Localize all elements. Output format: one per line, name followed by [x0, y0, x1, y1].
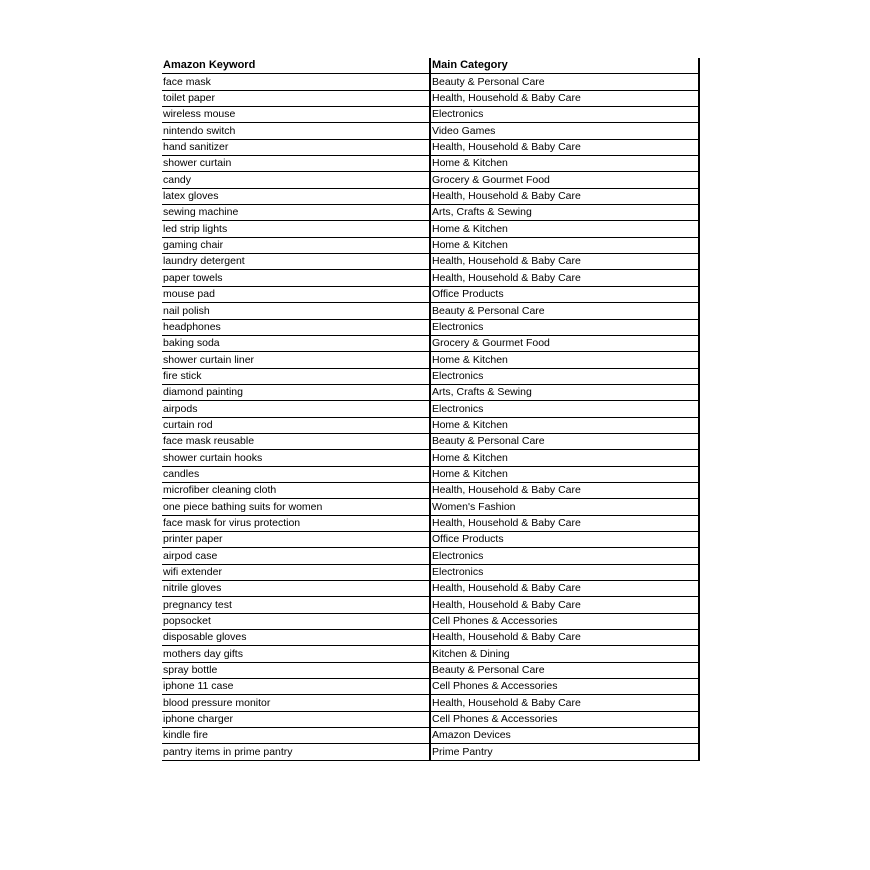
- keyword-cell: hand sanitizer: [162, 139, 430, 155]
- keyword-cell: spray bottle: [162, 662, 430, 678]
- table-row: [162, 499, 699, 515]
- category-cell: Electronics: [430, 319, 699, 335]
- keyword-cell: wifi extender: [162, 564, 430, 580]
- category-cell: Arts, Crafts & Sewing: [430, 384, 699, 400]
- keyword-cell: fire stick: [162, 368, 430, 384]
- keyword-cell: iphone charger: [162, 711, 430, 727]
- keyword-cell: mouse pad: [162, 286, 430, 302]
- header-amazon-keyword: Amazon Keyword: [162, 58, 430, 74]
- table-row: [162, 548, 699, 564]
- keyword-cell: toilet paper: [162, 90, 430, 106]
- table-row: [162, 531, 699, 547]
- table-row: [162, 237, 699, 253]
- category-cell: Beauty & Personal Care: [430, 74, 699, 90]
- category-cell: Beauty & Personal Care: [430, 303, 699, 319]
- keyword-cell: face mask for virus protection: [162, 515, 430, 531]
- table-row: [162, 286, 699, 302]
- header-main-category: Main Category: [430, 58, 699, 74]
- table-row: [162, 384, 699, 400]
- table-row: [162, 156, 699, 172]
- category-cell: Home & Kitchen: [430, 221, 699, 237]
- table-row: [162, 450, 699, 466]
- keyword-cell: face mask: [162, 74, 430, 90]
- category-cell: Health, Household & Baby Care: [430, 139, 699, 155]
- keyword-cell: disposable gloves: [162, 630, 430, 646]
- table-row: [162, 564, 699, 580]
- category-cell: Kitchen & Dining: [430, 646, 699, 662]
- category-cell: Health, Household & Baby Care: [430, 597, 699, 613]
- category-cell: Arts, Crafts & Sewing: [430, 205, 699, 221]
- category-cell: Electronics: [430, 548, 699, 564]
- category-cell: Health, Household & Baby Care: [430, 254, 699, 270]
- keyword-cell: curtain rod: [162, 417, 430, 433]
- keyword-cell: laundry detergent: [162, 254, 430, 270]
- table-row: [162, 368, 699, 384]
- table-row: [162, 581, 699, 597]
- keyword-cell: paper towels: [162, 270, 430, 286]
- category-cell: Prime Pantry: [430, 744, 699, 760]
- keyword-category-table: [162, 58, 700, 761]
- table-row: [162, 254, 699, 270]
- keyword-cell: candles: [162, 466, 430, 482]
- keyword-cell: nitrile gloves: [162, 581, 430, 597]
- table-row: [162, 319, 699, 335]
- table-row: [162, 744, 699, 760]
- category-cell: Electronics: [430, 564, 699, 580]
- category-cell: Video Games: [430, 123, 699, 139]
- spreadsheet-page: [162, 58, 699, 761]
- keyword-cell: nintendo switch: [162, 123, 430, 139]
- category-cell: Office Products: [430, 286, 699, 302]
- category-cell: Beauty & Personal Care: [430, 662, 699, 678]
- keyword-cell: nail polish: [162, 303, 430, 319]
- category-cell: Electronics: [430, 107, 699, 123]
- keyword-cell: shower curtain liner: [162, 352, 430, 368]
- keyword-cell: shower curtain hooks: [162, 450, 430, 466]
- category-cell: Cell Phones & Accessories: [430, 711, 699, 727]
- keyword-cell: shower curtain: [162, 156, 430, 172]
- keyword-cell: candy: [162, 172, 430, 188]
- category-cell: Health, Household & Baby Care: [430, 270, 699, 286]
- table-body: [162, 74, 699, 760]
- keyword-cell: kindle fire: [162, 728, 430, 744]
- keyword-cell: one piece bathing suits for women: [162, 499, 430, 515]
- keyword-cell: pantry items in prime pantry: [162, 744, 430, 760]
- table-row: [162, 433, 699, 449]
- category-cell: Health, Household & Baby Care: [430, 188, 699, 204]
- keyword-cell: pregnancy test: [162, 597, 430, 613]
- category-cell: Health, Household & Baby Care: [430, 695, 699, 711]
- keyword-cell: blood pressure monitor: [162, 695, 430, 711]
- table-row: [162, 335, 699, 351]
- category-cell: Home & Kitchen: [430, 237, 699, 253]
- category-cell: Electronics: [430, 401, 699, 417]
- keyword-cell: face mask reusable: [162, 433, 430, 449]
- keyword-cell: popsocket: [162, 613, 430, 629]
- table-row: [162, 74, 699, 90]
- keyword-cell: headphones: [162, 319, 430, 335]
- keyword-cell: airpods: [162, 401, 430, 417]
- table-row: [162, 695, 699, 711]
- table-row: [162, 352, 699, 368]
- keyword-cell: airpod case: [162, 548, 430, 564]
- category-cell: Women's Fashion: [430, 499, 699, 515]
- category-cell: Home & Kitchen: [430, 450, 699, 466]
- keyword-cell: wireless mouse: [162, 107, 430, 123]
- table-row: [162, 466, 699, 482]
- keyword-cell: sewing machine: [162, 205, 430, 221]
- category-cell: Office Products: [430, 531, 699, 547]
- keyword-cell: mothers day gifts: [162, 646, 430, 662]
- category-cell: Grocery & Gourmet Food: [430, 335, 699, 351]
- keyword-cell: baking soda: [162, 335, 430, 351]
- table-row: [162, 123, 699, 139]
- table-row: [162, 679, 699, 695]
- category-cell: Electronics: [430, 368, 699, 384]
- table-row: [162, 172, 699, 188]
- table-row: [162, 597, 699, 613]
- header-row: [162, 58, 699, 74]
- table-row: [162, 188, 699, 204]
- category-cell: Health, Household & Baby Care: [430, 581, 699, 597]
- table-row: [162, 515, 699, 531]
- category-cell: Home & Kitchen: [430, 156, 699, 172]
- table-row: [162, 711, 699, 727]
- table-row: [162, 662, 699, 678]
- category-cell: Home & Kitchen: [430, 466, 699, 482]
- table-row: [162, 139, 699, 155]
- table-row: [162, 613, 699, 629]
- table-row: [162, 107, 699, 123]
- keyword-cell: iphone 11 case: [162, 679, 430, 695]
- category-cell: Health, Household & Baby Care: [430, 482, 699, 498]
- category-cell: Home & Kitchen: [430, 352, 699, 368]
- table-row: [162, 646, 699, 662]
- keyword-cell: latex gloves: [162, 188, 430, 204]
- table-row: [162, 270, 699, 286]
- keyword-cell: gaming chair: [162, 237, 430, 253]
- table-row: [162, 417, 699, 433]
- keyword-cell: led strip lights: [162, 221, 430, 237]
- table-row: [162, 205, 699, 221]
- keyword-cell: microfiber cleaning cloth: [162, 482, 430, 498]
- table-row: [162, 303, 699, 319]
- category-cell: Health, Household & Baby Care: [430, 630, 699, 646]
- category-cell: Beauty & Personal Care: [430, 433, 699, 449]
- table-row: [162, 90, 699, 106]
- category-cell: Amazon Devices: [430, 728, 699, 744]
- category-cell: Cell Phones & Accessories: [430, 613, 699, 629]
- table-row: [162, 728, 699, 744]
- category-cell: Cell Phones & Accessories: [430, 679, 699, 695]
- category-cell: Health, Household & Baby Care: [430, 90, 699, 106]
- keyword-cell: printer paper: [162, 531, 430, 547]
- table-row: [162, 401, 699, 417]
- category-cell: Grocery & Gourmet Food: [430, 172, 699, 188]
- keyword-cell: diamond painting: [162, 384, 430, 400]
- table-row: [162, 482, 699, 498]
- table-row: [162, 630, 699, 646]
- table-row: [162, 221, 699, 237]
- category-cell: Health, Household & Baby Care: [430, 515, 699, 531]
- category-cell: Home & Kitchen: [430, 417, 699, 433]
